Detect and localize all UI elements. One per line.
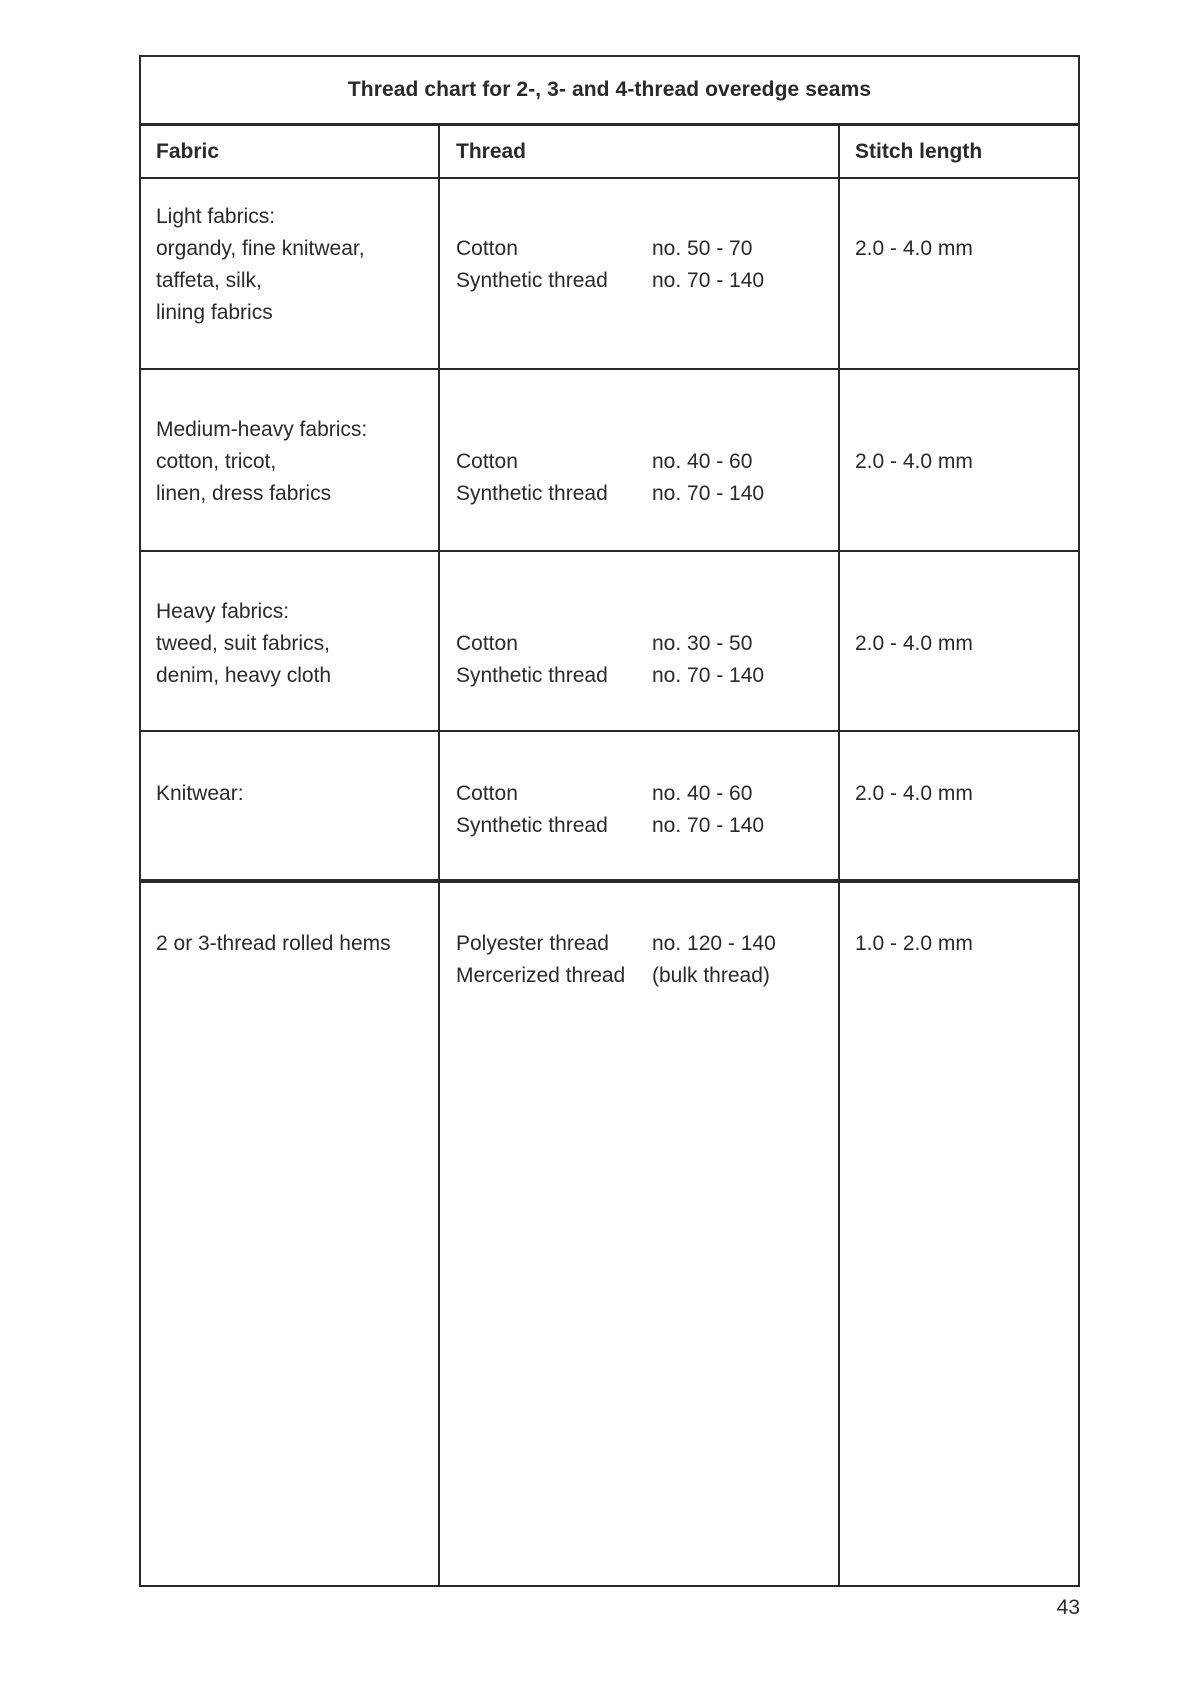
page-number: 43 [1056,1596,1080,1619]
row-divider-3 [141,730,1078,732]
row-4-fabric: Knitwear: [156,782,244,805]
row-divider-4 [141,879,1078,883]
row-2-stitch-length: 2.0 - 4.0 mm [855,450,973,473]
row-divider-2 [141,550,1078,552]
column-divider-1 [438,126,440,1585]
table-title-row [141,57,1078,126]
row-4-thread-types: Cotton Synthetic thread [456,782,608,837]
column-divider-2 [838,126,840,1585]
row-3-thread-numbers: no. 30 - 50 no. 70 - 140 [652,632,765,687]
row-2-fabric: Medium-heavy fabrics: cotton, tricot, linen, dress fabrics [156,418,368,505]
header-fabric: Fabric [156,140,220,163]
row-3-fabric: Heavy fabrics: tweed, suit fabrics, denim, heavy cloth [156,600,332,687]
row-1-thread-types: Cotton Synthetic thread [456,237,608,292]
row-2-thread-types: Cotton Synthetic thread [456,450,608,505]
row-4-stitch-length: 2.0 - 4.0 mm [855,782,973,805]
row-4-thread-numbers: no. 40 - 60 no. 70 - 140 [652,782,765,837]
row-1-stitch-length: 2.0 - 4.0 mm [855,237,973,260]
table-title: Thread chart for 2-, 3- and 4-thread overedge seams [347,78,872,101]
row-5-fabric: 2 or 3-thread rolled hems [156,932,391,955]
header-thread: Thread [456,140,527,163]
row-1-fabric: Light fabrics: organdy, fine knitwear, taffeta, silk, lining fabrics [156,205,365,324]
row-2-thread-numbers: no. 40 - 60 no. 70 - 140 [652,450,765,505]
row-5-thread-types: Polyester thread Mercerized thread [456,932,626,987]
row-divider-1 [141,368,1078,370]
row-3-stitch-length: 2.0 - 4.0 mm [855,632,973,655]
row-3-thread-types: Cotton Synthetic thread [456,632,608,687]
row-5-thread-numbers: no. 120 - 140 (bulk thread) [652,932,776,987]
row-5-stitch-length: 1.0 - 2.0 mm [855,932,973,955]
row-1-thread-numbers: no. 50 - 70 no. 70 - 140 [652,237,765,292]
header-divider [141,177,1078,179]
thread-chart-table [139,55,1080,1587]
header-stitch-length: Stitch length [855,140,983,163]
